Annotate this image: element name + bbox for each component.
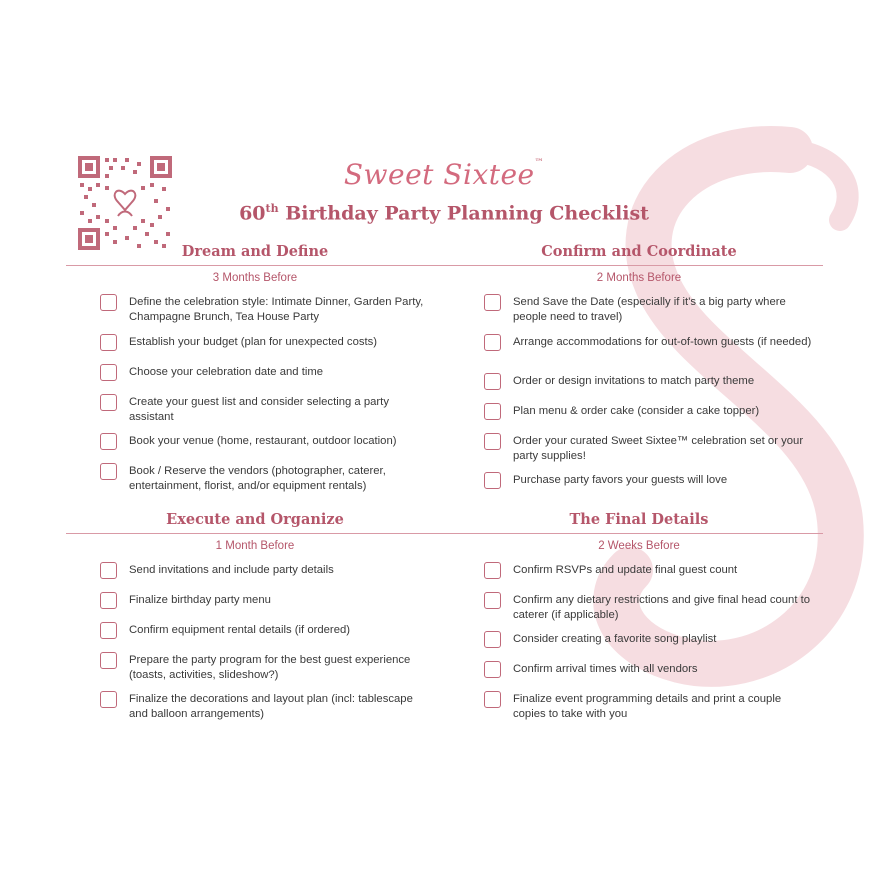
section-confirm-and-coordinate (450, 241, 828, 486)
item-label: Book your venue (home, restaurant, outdoor location) (129, 435, 397, 447)
checkbox[interactable] (484, 661, 501, 678)
section-heading: Confirm and Coordinate (541, 243, 737, 260)
checkbox[interactable] (100, 463, 117, 480)
section-timing: 3 Months Before (212, 272, 298, 284)
title-text: Birthday Party Planning Checklist (278, 202, 649, 225)
checkbox[interactable] (100, 652, 117, 669)
brand-trademark: ™ (534, 158, 545, 168)
item-label: Create your guest list and consider selecting a party assistant (129, 396, 389, 423)
item-label: Define the celebration style: Intimate Dinner, Garden Party, Champagne Brunch, Tea House Party (129, 296, 424, 323)
section-execute-and-organize (66, 509, 444, 720)
checkbox[interactable] (100, 394, 117, 411)
section-heading: Dream and Define (181, 243, 329, 260)
checkbox[interactable] (484, 631, 501, 648)
item-label: Order or design invitations to match party theme (513, 375, 755, 387)
page-title (0, 202, 888, 224)
section-heading: The Final Details (569, 511, 709, 528)
item-label: Confirm equipment rental details (if ordered) (129, 624, 351, 636)
item-label: Send Save the Date (especially if it's a big party where people need to travel) (513, 296, 786, 323)
checkbox[interactable] (100, 691, 117, 708)
checkbox[interactable] (100, 364, 117, 381)
checkbox[interactable] (100, 294, 117, 311)
section-timing: 2 Weeks Before (598, 540, 680, 552)
checkbox[interactable] (100, 433, 117, 450)
checkbox[interactable] (100, 562, 117, 579)
item-label: Confirm RSVPs and update final guest count (513, 564, 738, 576)
item-label: Finalize event programming details and print a couple copies to take with you (513, 693, 782, 720)
item-label: Confirm any dietary restrictions and give final head count to caterer (if applicable) (513, 594, 811, 621)
section-heading: Execute and Organize (166, 511, 344, 528)
item-label: Confirm arrival times with all vendors (513, 663, 698, 675)
checkbox[interactable] (484, 562, 501, 579)
item-label: Book / Reserve the vendors (photographer, caterer, entertainment, florist, and/or equipment rentals) (129, 465, 386, 492)
item-label: Send invitations and include party details (129, 564, 334, 576)
item-label: Choose your celebration date and time (129, 366, 324, 378)
brand-logo (0, 158, 888, 191)
section-timing: 1 Month Before (215, 540, 295, 552)
title-number: 60 (239, 202, 266, 225)
checkbox[interactable] (484, 472, 501, 489)
checkbox[interactable] (484, 334, 501, 351)
checkbox[interactable] (484, 592, 501, 609)
item-label: Finalize birthday party menu (129, 594, 271, 606)
checkbox[interactable] (484, 433, 501, 450)
item-label: Plan menu & order cake (consider a cake topper) (513, 405, 760, 417)
item-label: Finalize the decorations and layout plan (incl: tablescape and balloon arrangements) (129, 693, 413, 720)
checkbox[interactable] (100, 334, 117, 351)
checkbox[interactable] (100, 592, 117, 609)
checkbox[interactable] (100, 622, 117, 639)
checkbox[interactable] (484, 294, 501, 311)
section-dream-and-define (66, 241, 444, 492)
item-label: Purchase party favors your guests will love (513, 474, 728, 486)
item-label: Consider creating a favorite song playlist (513, 633, 717, 645)
checkbox[interactable] (484, 403, 501, 420)
checkbox[interactable] (484, 373, 501, 390)
section-the-final-details (450, 509, 828, 720)
item-label: Order your curated Sweet Sixtee™ celebration set or your party supplies! (513, 435, 804, 462)
item-label: Establish your budget (plan for unexpected costs) (129, 336, 378, 348)
checkbox[interactable] (484, 691, 501, 708)
item-label: Arrange accommodations for out-of-town guests (if needed) (513, 336, 812, 348)
section-timing: 2 Months Before (596, 272, 682, 284)
title-ordinal: th (265, 202, 279, 215)
brand-name: Sweet Sixtee (343, 158, 535, 191)
item-label: Prepare the party program for the best guest experience (toasts, activities, slideshow?) (129, 654, 411, 681)
